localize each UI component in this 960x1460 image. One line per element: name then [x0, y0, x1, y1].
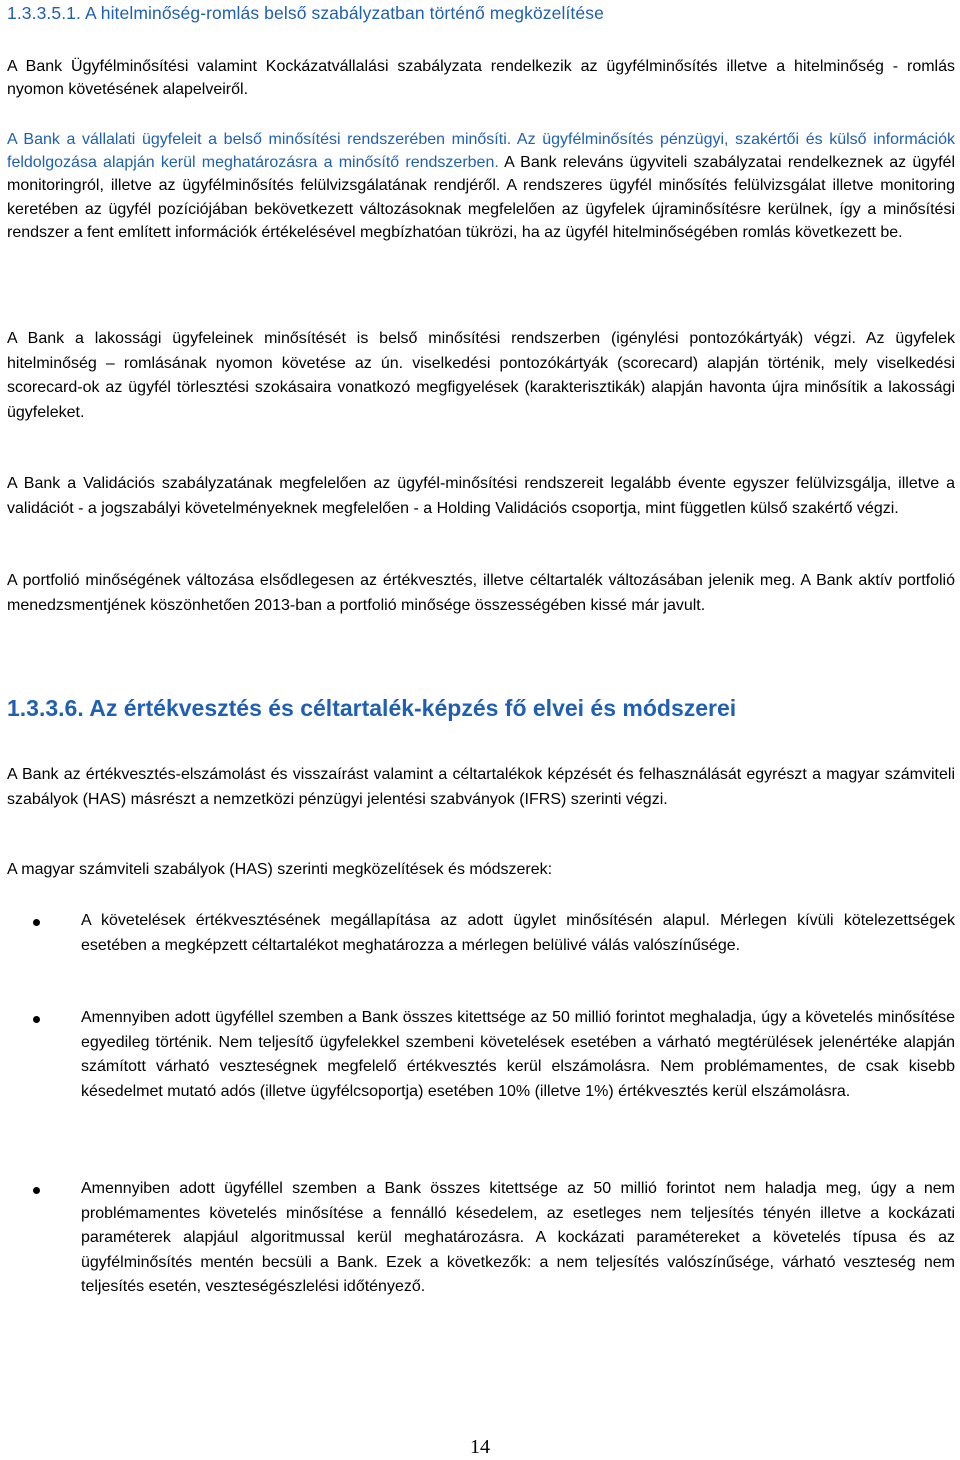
- section-heading-1-3-3-6: 1.3.3.6. Az értékvesztés és céltartalék-képzés fő elvei és módszerei: [7, 695, 737, 721]
- paragraph-corporate-rating: [7, 128, 955, 244]
- bullet-icon: [33, 1016, 40, 1023]
- list-item: [7, 909, 955, 958]
- bullet-icon: [33, 919, 40, 926]
- highlighted-text-corporate-rating: A Bank a vállalati ügyfeleit a belső minősítési rendszerében minősíti. Az ügyfélminősítés pénzügyi, szakértői és külső információk feldolgozása alapján kerül meghatározásra a minősítő rendszerben.: [7, 131, 955, 172]
- list-item-text: A követelések értékvesztésének megállapítása az adott ügylet minősítésén alapul. Mérlegen kívüli kötelezettségek esetében a megképzett céltartalékot meghatározza a mérlegen belülivé válás valószínűsége.: [81, 912, 955, 954]
- paragraph-rating-policy: A Bank Ügyfélminősítési valamint Kockázatvállalási szabályzata rendelkezik az ügyfélminősítés illetve a hitelminőség - romlás nyomon követésének alapelveiről.: [7, 58, 955, 99]
- list-item-text: Amennyiben adott ügyféllel szemben a Bank összes kitettsége az 50 millió forintot nem haladja meg, úgy a nem problémamentes követelés minősítése a fennálló késedelem, az esetleges nem teljesítés tényén illetve a kockázati paraméterek alapjául algoritmussal kerül meghatározásra. A kockázati paramétereket a követelés típusa és az ügyfélminősítés mentén becsüli a Bank. Ezek a következők: a nem teljesítés valószínűsége, várható veszteség nem teljesítés esetén, veszteségészlelési időtényező.: [81, 1180, 955, 1295]
- section-heading-1-3-3-5-1: 1.3.3.5.1. A hitelminőség-romlás belső szabályzatban történő megközelítése: [7, 3, 604, 23]
- paragraph-has-methods-intro: A magyar számviteli szabályok (HAS) szerinti megközelítések és módszerek:: [7, 861, 553, 878]
- paragraph-impairment-accounting: A Bank az értékvesztés-elszámolást és visszaírást valamint a céltartalékok képzését és felhasználását egyrészt a magyar számviteli szabályok (HAS) másrészt a nemzetközi pénzügyi jelentési szabványok (IFRS) szerinti végzi.: [7, 766, 955, 808]
- list-item-text: Amennyiben adott ügyféllel szemben a Bank összes kitettsége az 50 millió forintot meghaladja, úgy a követelés minősítése egyedileg történik. Nem teljesítő ügyfelekkel szembeni követelések esetében a várható megtérülések jelenértéke alapján számított várható veszteségnek megfelelő értékvesztés kerül elszámolásra. Nem problémamentes, de csak kisebb késedelmet mutató adós (illetve ügyfélcsoportja) esetében 10% (illetve 1%) értékvesztés kerül elszámolásra.: [81, 1009, 955, 1100]
- paragraph-portfolio-quality: A portfolió minőségének változása elsődlegesen az értékvesztés, illetve céltartalék változásában jelenik meg. A Bank aktív portfolió menedzsmentjének köszönhetően 2013-ban a portfolió minősége összességében kissé már javult.: [7, 572, 955, 614]
- paragraph-validation: A Bank a Validációs szabályzatának megfelelően az ügyfél-minősítési rendszereit legalább évente egyszer felülvizsgálja, illetve a validációt - a jogszabályi követelményeknek megfelelően - a Holding Validációs csoportja, mint független külső szakértő végzi.: [7, 475, 955, 517]
- list-item: [7, 1006, 955, 1104]
- text-monitoring-rules: A Bank releváns ügyviteli szabályzatai rendelkeznek az ügyfél monitoringról, illetve az ügyfélminősítés felülvizsgálatának rendjéről.: [7, 154, 956, 195]
- bullet-icon: [33, 1187, 40, 1194]
- list-item: [7, 1177, 955, 1300]
- page-number: 14: [470, 1436, 490, 1458]
- text-rerating: A rendszeres ügyfél minősítés felülvizsgálat illetve monitoring keretében az ügyfél pozíciójában bekövetkezett változásoknak megfelelően az ügyfelek újraminősítésre kerülnek, így a minősítési rendszer a fent említett információk értékelésével megbízhatóan tükrözi, ha az ügyfél hitelminőségében romlás következett be.: [7, 177, 956, 241]
- paragraph-retail-scorecards: A Bank a lakossági ügyfeleinek minősítését is belső minősítési rendszerben (igénylési pontozókártyák) végzi. Az ügyfelek hitelminőség – romlásának nyomon követése az ún. viselkedési pontozókártyák (scorecard) alapján történik, mely viselkedési scorecard-ok az ügyfél törlesztési szokásaira vonatkozó megfigyelések (karakterisztikák) alapján havonta újra minősítik a lakossági ügyfeleket.: [7, 330, 955, 421]
